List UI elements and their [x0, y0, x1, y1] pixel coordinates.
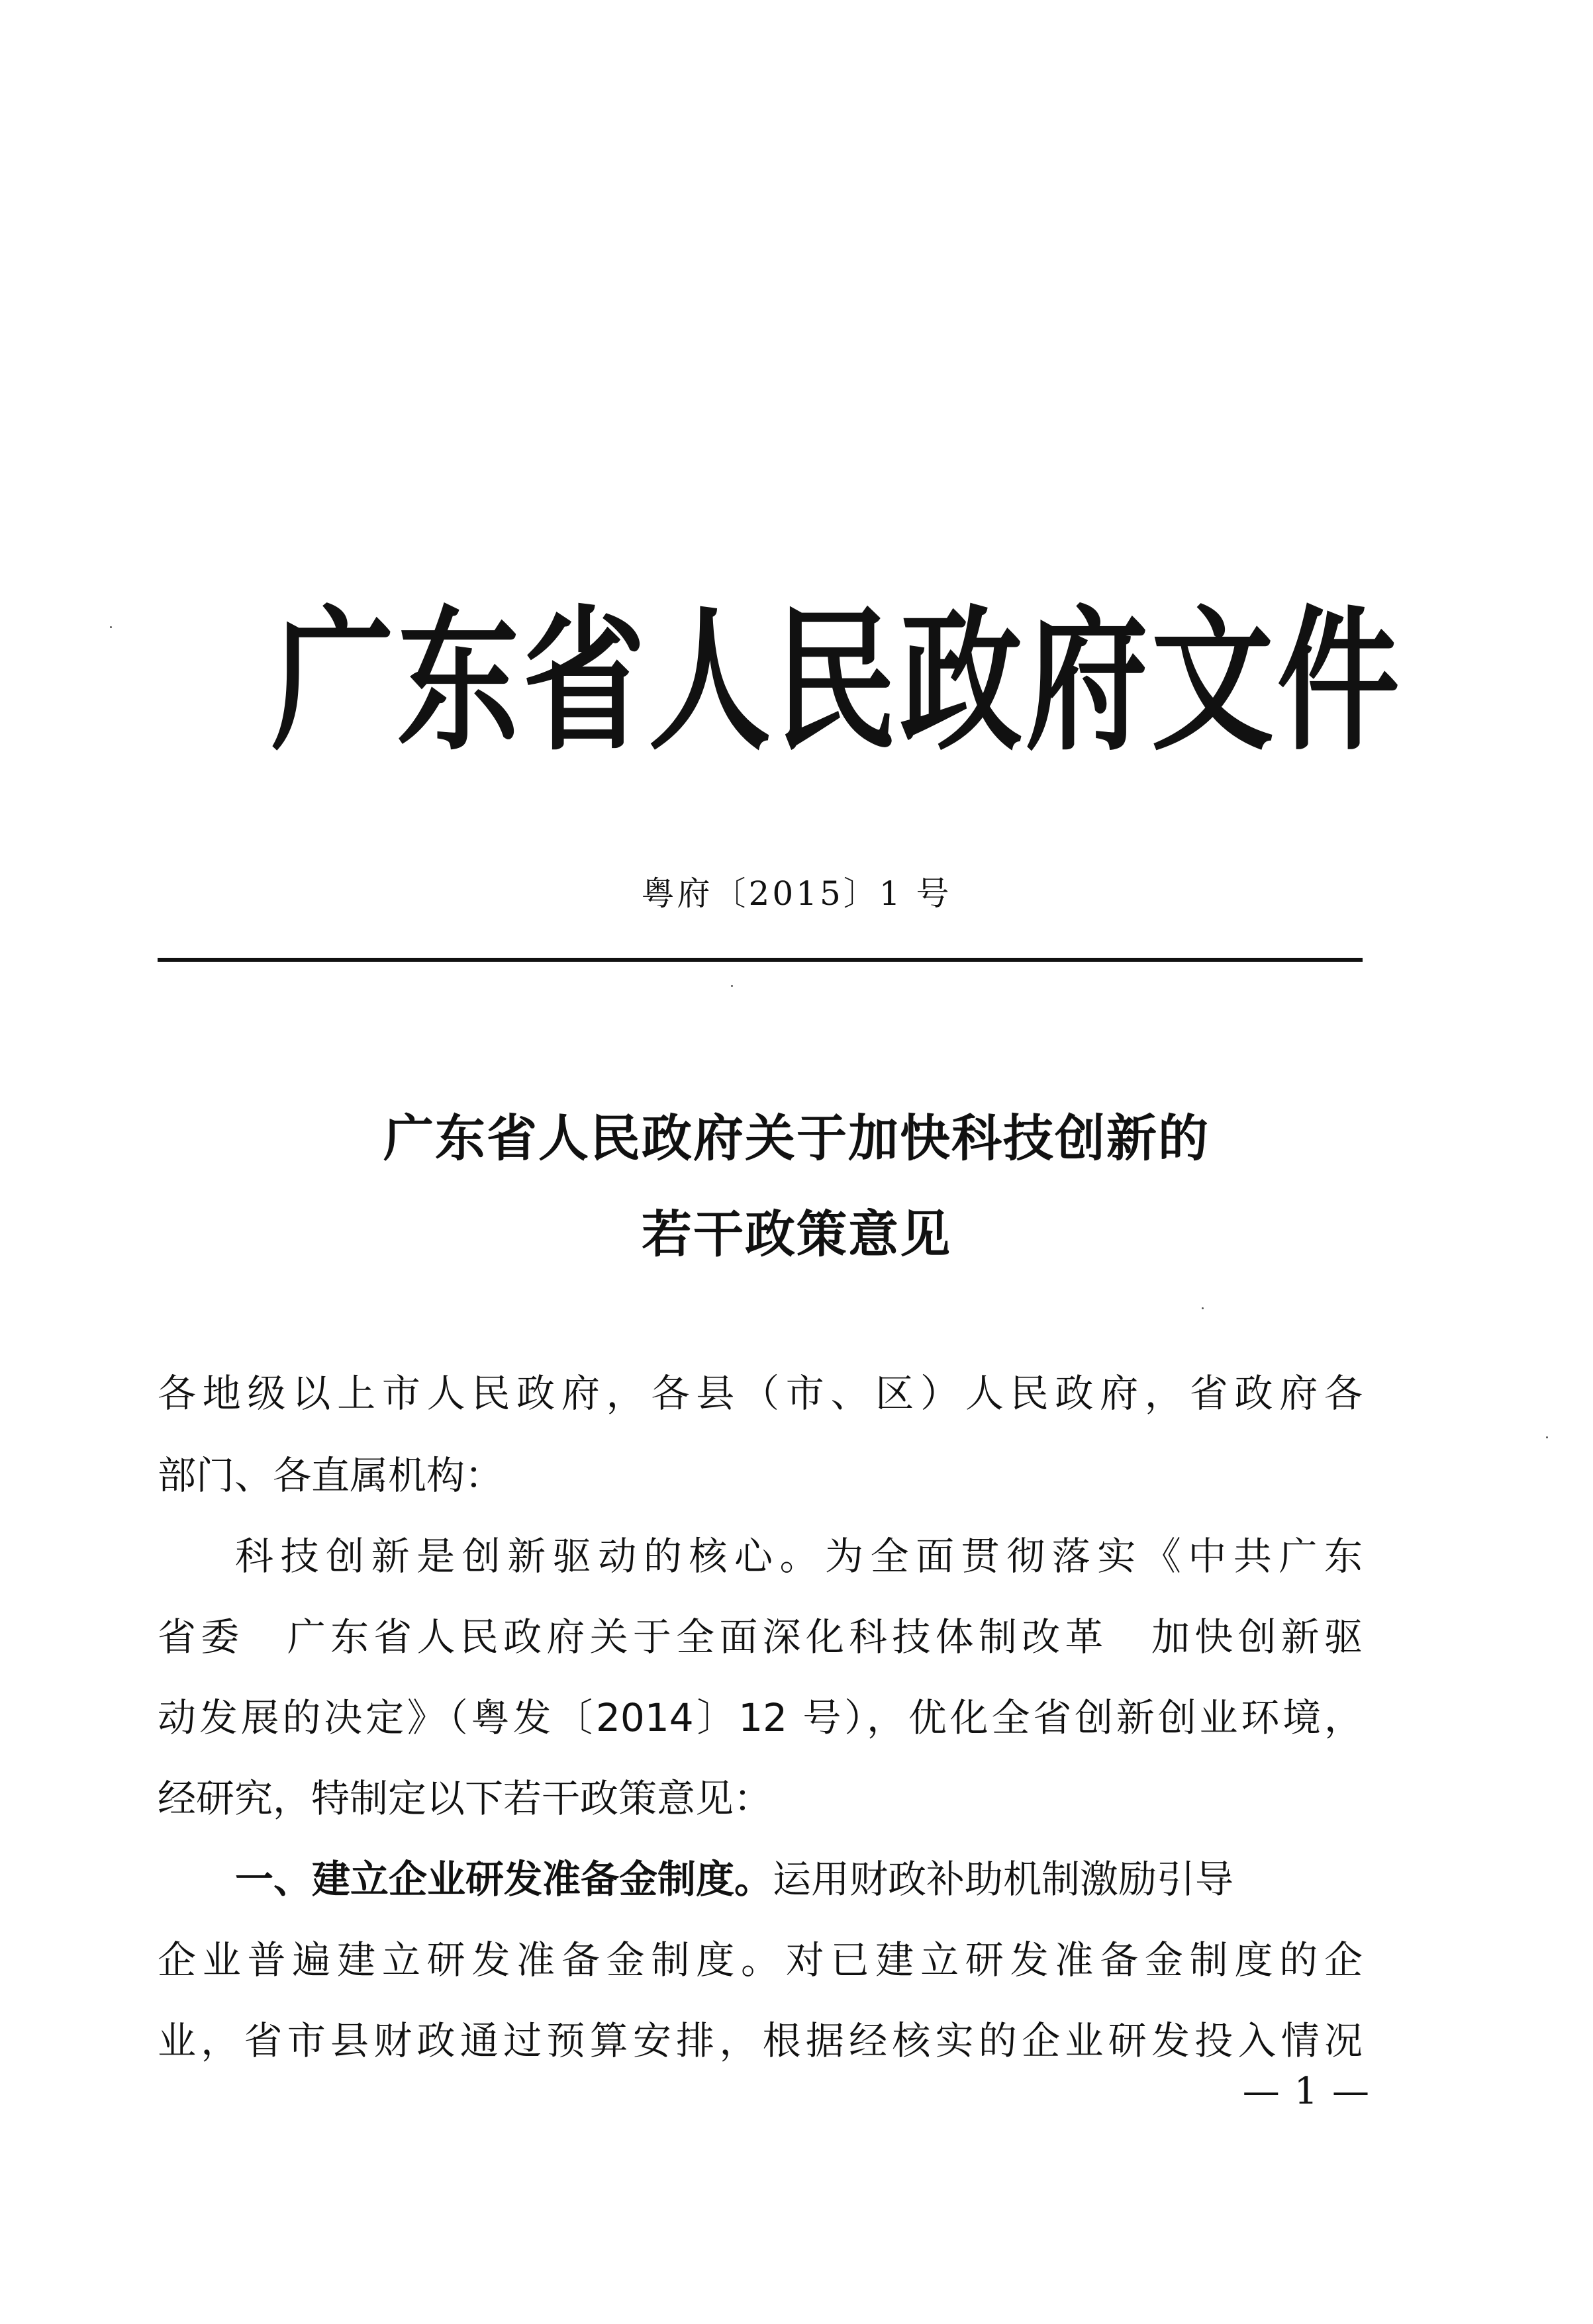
- red-header-divider: [158, 958, 1363, 962]
- section-one-heading: 一、建立企业研发准备金制度。: [235, 1857, 773, 1902]
- section-one-text: 运用财政补助机制激励引导: [773, 1857, 1234, 1902]
- salutation-line-2: 部门、各直属机构：: [158, 1453, 504, 1498]
- masthead-title: 广东省人民政府文件: [271, 591, 1403, 772]
- salutation-line-1: 各地级以上市人民政府，各县（市、区）人民政府，省政府各: [158, 1371, 1363, 1416]
- section-one-line-1: [235, 1851, 1363, 1908]
- section-one-line-2: 企业普遍建立研发准备金制度。对已建立研发准备金制度的企: [158, 1937, 1363, 1982]
- page-number: — 1 —: [1242, 2070, 1371, 2113]
- scan-speck: [110, 626, 112, 628]
- section-one-line-3: 业，省市县财政通过预算安排，根据经核实的企业研发投入情况: [158, 2018, 1363, 2063]
- scan-speck: [1546, 1436, 1548, 1438]
- document-title-line-1: 广东省人民政府关于加快科技创新的: [383, 1109, 1210, 1168]
- intro-line-3: 动发展的决定》（粤发〔2014〕12 号），优化全省创新创业环境，: [158, 1695, 1363, 1740]
- scan-speck: [1202, 1307, 1204, 1309]
- intro-line-2: 省委 广东省人民政府关于全面深化科技体制改革 加快创新驱: [158, 1614, 1363, 1659]
- document-title-line-2: 若干政策意见: [642, 1205, 951, 1264]
- intro-line-4: 经研究，特制定以下若干政策意见：: [158, 1776, 773, 1821]
- scan-speck: [731, 985, 733, 987]
- document-number: 粤府〔2015〕1 号: [641, 874, 952, 913]
- intro-line-1: 科技创新是创新驱动的核心。为全面贯彻落实《中共广东: [235, 1534, 1363, 1579]
